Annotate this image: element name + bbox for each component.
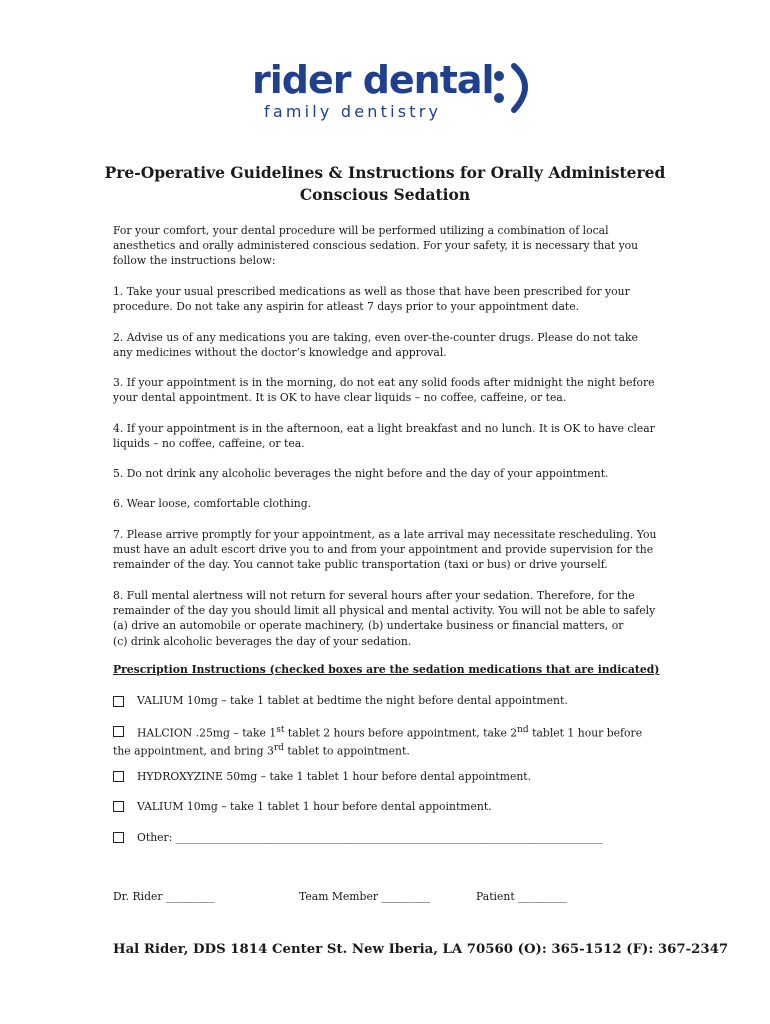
logo: [252, 58, 532, 128]
practice-contact-footer: Hal Rider, DDS 1814 Center St. New Iberia, LA 70560 (O): 365-1512 (F): 367-2347: [113, 942, 729, 957]
intro-paragraph: For your comfort, your dental procedure will be performed utilizing a combination of local anesthetics and orally administered conscious sedation. For your safety, it is necessary that you follow the instructions below:: [113, 224, 639, 268]
other-label: [113, 830, 658, 845]
other-field[interactable]: Other: _______________________________________________________________________________: [137, 831, 603, 844]
instruction-8-a-b: (a) drive an automobile or operate machinery, (b) undertake business or financial matters, or: [113, 619, 624, 633]
instruction-6: 6. Wear loose, comfortable clothing.: [113, 497, 312, 510]
instruction-4: 4. If your appointment is in the afternoon, eat a light breakfast and no lunch. It is OK to have clear liquids – no coffee, caffeine, or tea.: [113, 422, 655, 451]
valium-hour-label: VALIUM 10mg – take 1 tablet 1 hour before dental appointment.: [137, 800, 492, 813]
instruction-8-c: (c) drink alcoholic beverages the day of your sedation.: [113, 634, 412, 648]
logo-tagline: family dentistry: [264, 102, 442, 121]
instruction-8-main: 8. Full mental alertness will not return for several hours after your sedation. Therefore, for the remainder of the day you should limit all physical and mental activity. You will not be able to safely: [113, 589, 656, 618]
title-line-1: Pre-Operative Guidelines & Instructions for Orally Administered: [104, 163, 666, 182]
instruction-3: 3. If your appointment is in the morning, do not eat any solid foods after midnight the night before your dental appointment. It is OK to have clear liquids – no coffee, caffeine, or tea.: [113, 376, 655, 405]
instruction-1: 1. Take your usual prescribed medications as well as those that have been prescribed for your procedure. Do not take any aspirin for atleast 7 days prior to your appointment date.: [113, 285, 630, 314]
title-line-2: Conscious Sedation: [299, 185, 471, 204]
hydroxyzine-label: HYDROXYZINE 50mg – take 1 tablet 1 hour before dental appointment.: [137, 770, 532, 783]
smile-icon: [490, 62, 538, 118]
prescription-heading: Prescription Instructions (checked boxes are the sedation medications that are indicated): [113, 663, 660, 676]
team-member-signature-line[interactable]: Team Member _________: [299, 890, 431, 903]
instruction-7: 7. Please arrive promptly for your appointment, as a late arrival may necessitate rescheduling. You must have an adult escort drive you to and from your appointment and provide supervision for the remainder of the day. You cannot take public transportation (taxi or bus) or drive yourself.: [113, 528, 657, 572]
document-title: [100, 162, 670, 206]
patient-signature-line[interactable]: Patient _________: [476, 890, 567, 903]
halcion-label: HALCION .25mg – take 1st tablet 2 hours before appointment, take 2nd tablet 1 hour before the appointment, and bring 3rd tablet to appointment.: [113, 725, 643, 758]
logo-wordmark: rider dental: [252, 58, 494, 102]
valium-bedtime-label: VALIUM 10mg – take 1 tablet at bedtime the night before dental appointment.: [137, 694, 568, 707]
instruction-2: 2. Advise us of any medications you are taking, even over-the-counter drugs. Please do not take any medicines without the doctor’s knowledge and approval.: [113, 331, 638, 360]
instruction-8: [113, 588, 658, 649]
doctor-signature-line[interactable]: Dr. Rider _________: [113, 890, 215, 903]
instruction-5: 5. Do not drink any alcoholic beverages the night before and the day of your appointment.: [113, 467, 609, 480]
